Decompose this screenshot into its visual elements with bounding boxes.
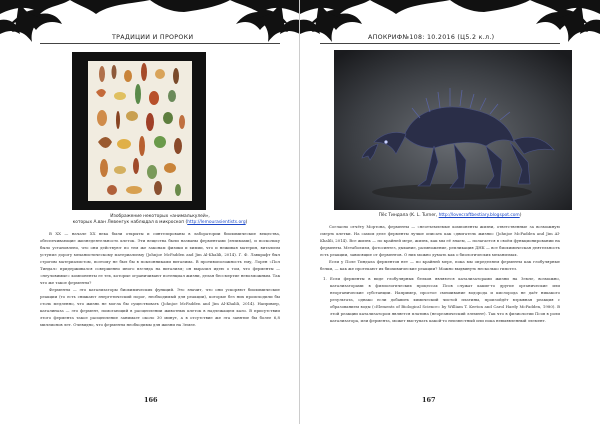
hound-of-tindalos-illustration [334,50,572,210]
page-number: 166 [144,396,158,404]
caption-suffix: ) [519,213,522,218]
running-head: ТРАДИЦИИ И ПРОРОКИ [112,34,194,41]
caption-prefix: Пёс Тиндала (K. L. Turner, [378,213,439,218]
paragraph: Ферменты — это катализаторы биохимических функций. Это значит, что они ускоряют биохимические реакции (то есть снижают энергетический порог, необходимый для реакции), которые без них происходили бы столь медленно, что жизнь не могла бы существовать (Johnjoe McFadden and Jim Al-Khalili, 2014). Например, каталиназа — это фермент, помогающий в расщеплении животных клеток в надлежащем кало. В присутствии этого фермента такое расщепление занимает около 30 минут, а в отсутствие же эта занятие бы более 6,8 миллионов лет. Очевидно, что ферменты необходимы для жизни на Земле. [40,287,280,327]
animalcules-plate-image [72,52,206,210]
caption-line-2: которых А.ван Левенгук наблюдал в микроскоп (http://lemourasientists.org) [72,220,248,225]
caption-source-link[interactable]: http://lovecraftbestiary.blogspot.com [438,213,520,218]
left-body-text [40,230,280,328]
hound-creature-image [334,50,572,210]
list-item [320,275,560,324]
page-number: 167 [422,396,436,404]
list-item-text: Если ферменты в виде глобулярных белков являются катализаторами жизни на Земле, возможно, катализаторами в физиологических процессах Псов служат какие-то другие органические или неорганические субстанции. Например, простое смешивание водорода и кислорода не даёт никакого результата, однако если добавить химический чистой платины, произойдёт взрывная реакция с образованием воды («Elements of Biological Science» by William T. Keeton and Carol Hardy McFadden, 1980). В этой реакции катализатором является платина (неорганический элемент). Так что в физиологии Псов в роли катализатора, или фермента, может выступать какой-то неизвестный или пока невыявленный элемент. [330,276,560,323]
caption-line-1: Изображение некоторых «анималькулей», [110,214,210,219]
paragraph: Согласно отчёту Мортона, ферменты — «неотъемлемые компоненты жизни, ответственные за возможную смерть клетки. На самом деле ферменты лучше описать как «двигатель жизни» (Johnjoe McFadden and Jim Al-Khalili, 2014). Все жизнь — по крайней мере, жизнь, как мы её знаем, — полагается в своём функционировании на ферменты. Метаболизм, фотосинтез, дыхание, размножение, репликация ДНК — все биохимическая деятельность есть реакции, зависящие от ферментов. О них можно думать как о биологических механизмах. [320,224,560,257]
right-page [300,0,600,424]
list-item-number: 1. [323,276,327,281]
caption-source-link[interactable]: http://lemourasientists.org [187,220,246,225]
caption-line-2-text: которых А.ван Левенгук наблюдал в микроскоп [72,220,185,225]
header-rule [40,43,280,44]
right-body-text [320,223,560,324]
header-rule [320,43,560,44]
running-head: АПОКРИФ№108: 10.2016 (Ц5.2 к.л.) [368,34,495,41]
animalcules-illustration [72,52,206,210]
figure-caption [40,214,280,226]
paragraph: В XX — начале XX века были открыты и синтезированы в лаборатории биохимические вещества, обеспечивающие жизнедеятельность клеток. Эти вещества были названы ферментами (энзимами), и поскольку было установлено, что они действуют по тем же законам физики и химии, что и неживая материя, витализм уступил дорогу механистическому материализму (Johnjoe McFadden and Jim Al-Khalili, 2014). Г. Ф. Лавкрафт был строгим материалистом, поэтому не был бы в поклонниками виталима. В противоположность ему, Лорен «Пол Тиндал» придерживался совершенно иного взгляда на витализм; он выразил идею о том, что ферменты — «неуловимые» компоненты ее тех, которые ограничивают потенциал жизни, делая бессмертие невозможным. Так что же такое ферменты? [40,231,280,285]
figure-caption [320,213,580,219]
paragraph: Если у Поле Тиндала ферментов нет — по крайней мере, пока мы определяем ферменты как глобулярные белки, — как же протекают их биохимические реакции? Можно выдвинуть несколько гипотез. [320,259,560,271]
